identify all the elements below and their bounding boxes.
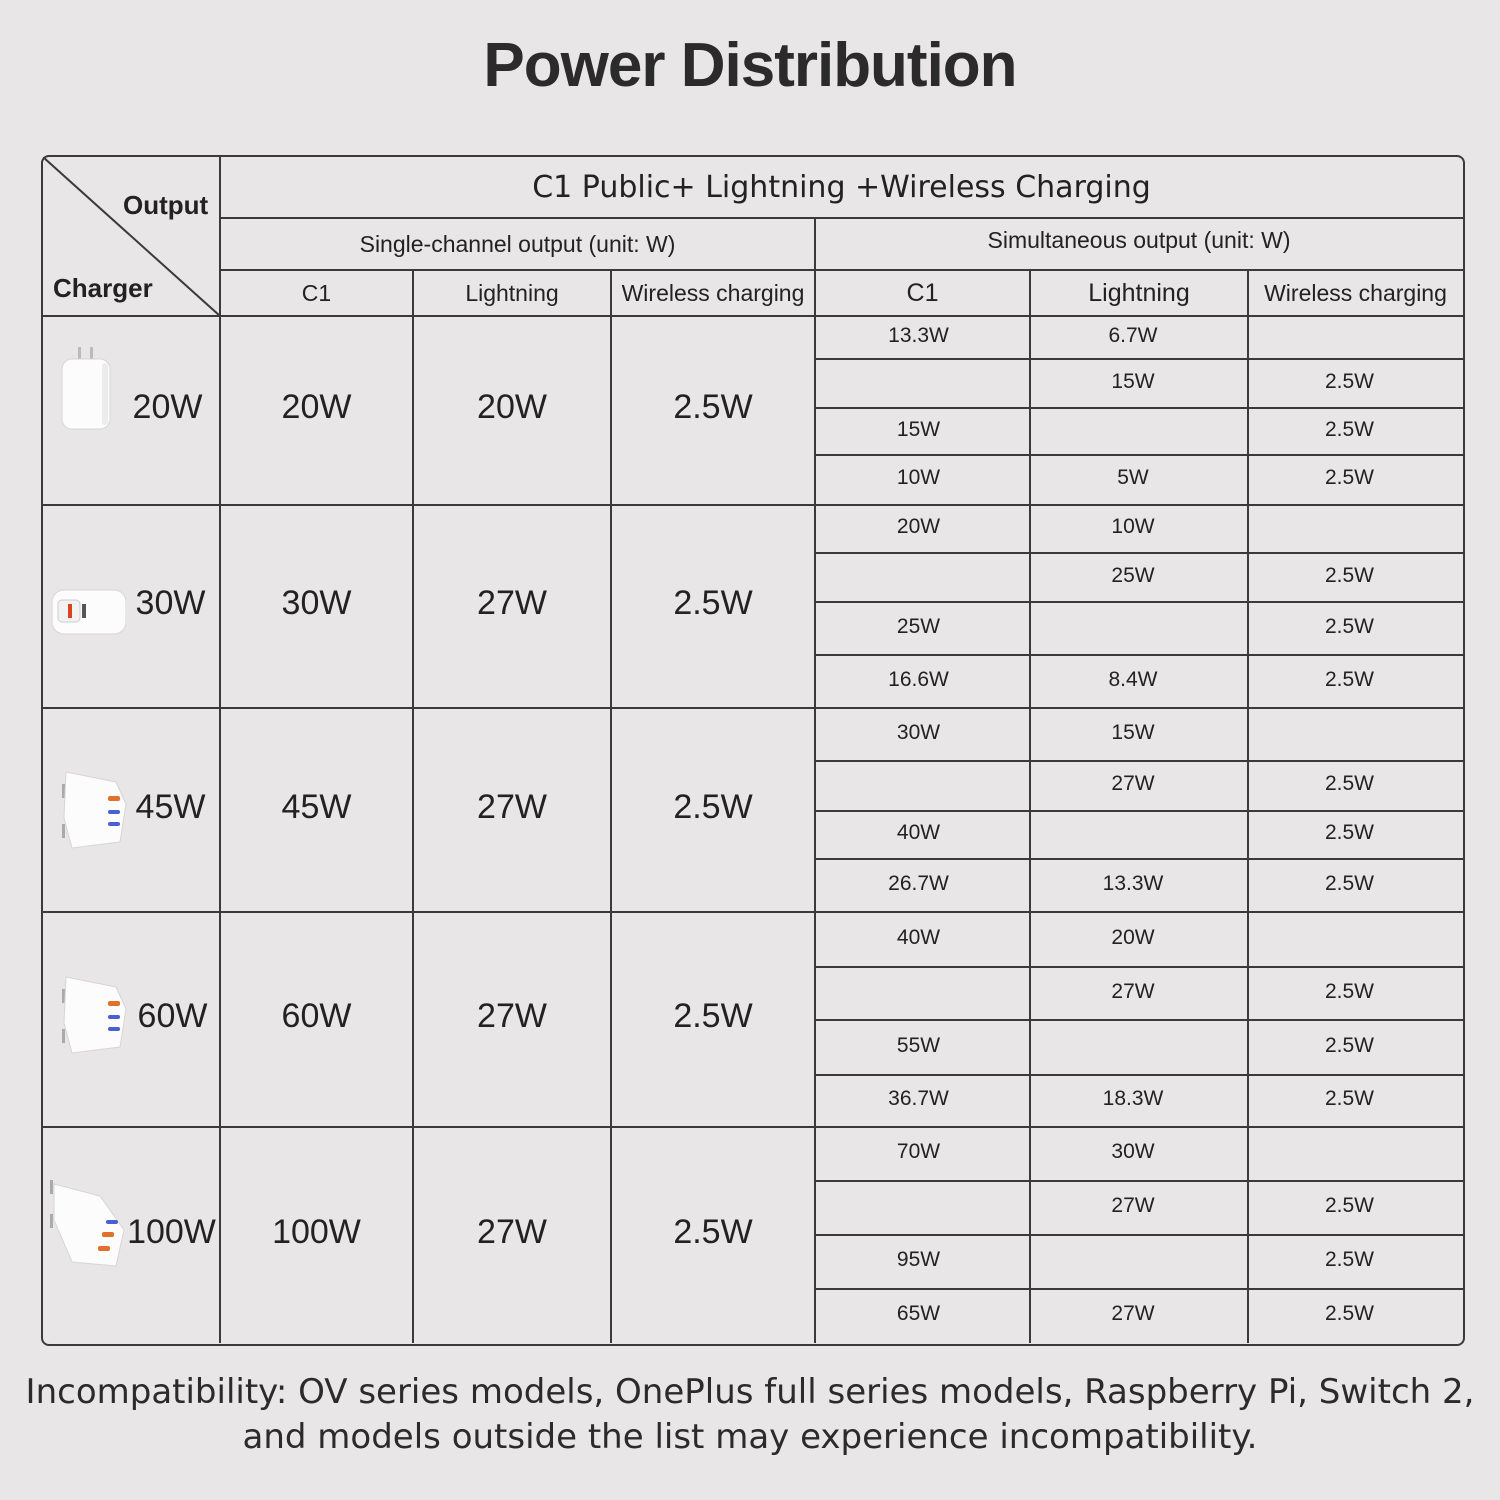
simultaneous-output-value: 2.5W [1324, 417, 1374, 441]
simultaneous-output-value: 25W [1111, 563, 1155, 587]
simultaneous-output-value: 15W [1111, 720, 1155, 744]
corner-charger-label: Charger [53, 273, 153, 303]
simultaneous-output-value: 10W [1111, 515, 1155, 538]
simultaneous-output-value: 2.5W [1324, 772, 1374, 795]
simultaneous-output-value: 30W [896, 720, 941, 744]
charger-label: 100W [127, 1212, 216, 1251]
simultaneous-output-value: 15W [896, 417, 941, 441]
col-header-single-1: Lightning [465, 279, 559, 306]
incompatibility-note-line-2: and models outside the list may experience incompatibility. [242, 1417, 1258, 1457]
single-output-value: 27W [477, 997, 547, 1035]
dual-port-charger-icon [46, 560, 126, 660]
simultaneous-output-value: 27W [1111, 979, 1155, 1003]
charger-label: 30W [135, 584, 206, 622]
simultaneous-output-value: 18.3W [1102, 1087, 1164, 1110]
simultaneous-output-value: 65W [896, 1302, 941, 1325]
simultaneous-output-value: 26.7W [888, 871, 949, 895]
col-header-sim-1: Lightning [1088, 278, 1190, 307]
single-output-value: 27W [477, 787, 547, 826]
single-channel-header: Single-channel output (unit: W) [359, 230, 676, 257]
simultaneous-output-value: 2.5W [1324, 1248, 1374, 1271]
us-plug-charger-icon [46, 345, 126, 445]
simultaneous-output-value: 95W [896, 1248, 941, 1271]
simultaneous-output-value: 15W [1111, 369, 1155, 393]
col-header-sim-2: Wireless charging [1264, 279, 1447, 306]
single-output-value: 27W [477, 584, 547, 622]
single-output-value: 45W [281, 787, 352, 826]
simultaneous-output-value: 36.7W [888, 1087, 949, 1110]
col-header-single-2: Wireless charging [621, 279, 805, 306]
simultaneous-output-value: 2.5W [1324, 1194, 1374, 1217]
simultaneous-output-value: 2.5W [1324, 821, 1374, 844]
charger-label: 20W [132, 388, 203, 426]
incompatibility-note-line-1: Incompatibility: OV series models, OnePlus full series models, Raspberry Pi, Switch 2, [25, 1372, 1475, 1412]
simultaneous-output-value: 10W [896, 466, 941, 489]
simultaneous-output-value: 2.5W [1324, 1302, 1374, 1325]
col-header-single-0: C1 [301, 279, 332, 306]
charger-label: 45W [135, 787, 206, 826]
simultaneous-output-value: 27W [1111, 1194, 1155, 1217]
single-output-value: 2.5W [673, 787, 753, 826]
simultaneous-output-value: 30W [1111, 1140, 1155, 1163]
simultaneous-output-value: 40W [896, 925, 941, 949]
single-output-value: 30W [281, 584, 352, 622]
simultaneous-output-value: 20W [1111, 925, 1155, 949]
single-output-value: 2.5W [673, 1212, 753, 1251]
simultaneous-output-value: 2.5W [1324, 667, 1374, 691]
simultaneous-output-value: 2.5W [1324, 563, 1374, 587]
simultaneous-output-value: 2.5W [1324, 1087, 1374, 1110]
corner-output-label: Output [123, 190, 209, 220]
single-output-value: 20W [477, 388, 547, 426]
simultaneous-output-value: 5W [1117, 466, 1149, 489]
simultaneous-output-value: 2.5W [1324, 1033, 1374, 1057]
simultaneous-output-value: 16.6W [888, 667, 949, 691]
three-port-charger-icon [50, 758, 130, 858]
simultaneous-output-value: 6.7W [1108, 323, 1158, 347]
simultaneous-output-value: 2.5W [1324, 466, 1374, 489]
simultaneous-output-value: 2.5W [1324, 614, 1374, 638]
simultaneous-output-value: 2.5W [1324, 979, 1374, 1003]
simultaneous-output-value: 20W [896, 515, 941, 538]
simultaneous-output-value: 40W [896, 821, 941, 844]
main-header: C1 Public+ Lightning +Wireless Charging [532, 170, 1151, 205]
page-title: Power Distribution [483, 31, 1017, 100]
simultaneous-output-value: 25W [896, 614, 941, 638]
simultaneous-output-value: 13.3W [1102, 871, 1164, 895]
simultaneous-output-value: 27W [1111, 1302, 1155, 1325]
single-output-value: 27W [477, 1212, 547, 1251]
charger-label: 60W [137, 997, 208, 1035]
simultaneous-output-value: 13.3W [888, 323, 949, 347]
simultaneous-output-value: 55W [896, 1033, 941, 1057]
power-distribution-table [41, 155, 1465, 1346]
single-output-value: 2.5W [673, 388, 753, 426]
three-port-charger-icon [50, 963, 130, 1063]
single-output-value: 60W [281, 997, 352, 1035]
simultaneous-output-value: 70W [896, 1140, 941, 1163]
simultaneous-output-value: 2.5W [1324, 871, 1374, 895]
single-output-value: 2.5W [673, 997, 753, 1035]
simultaneous-output-value: 27W [1111, 772, 1155, 795]
single-output-value: 20W [281, 388, 352, 426]
col-header-sim-0: C1 [906, 278, 939, 307]
single-output-value: 100W [272, 1212, 361, 1251]
simultaneous-output-value: 2.5W [1324, 369, 1374, 393]
four-port-charger-icon [44, 1170, 124, 1270]
simultaneous-header: Simultaneous output (unit: W) [987, 226, 1291, 253]
simultaneous-output-value: 8.4W [1108, 667, 1158, 691]
single-output-value: 2.5W [673, 584, 753, 622]
